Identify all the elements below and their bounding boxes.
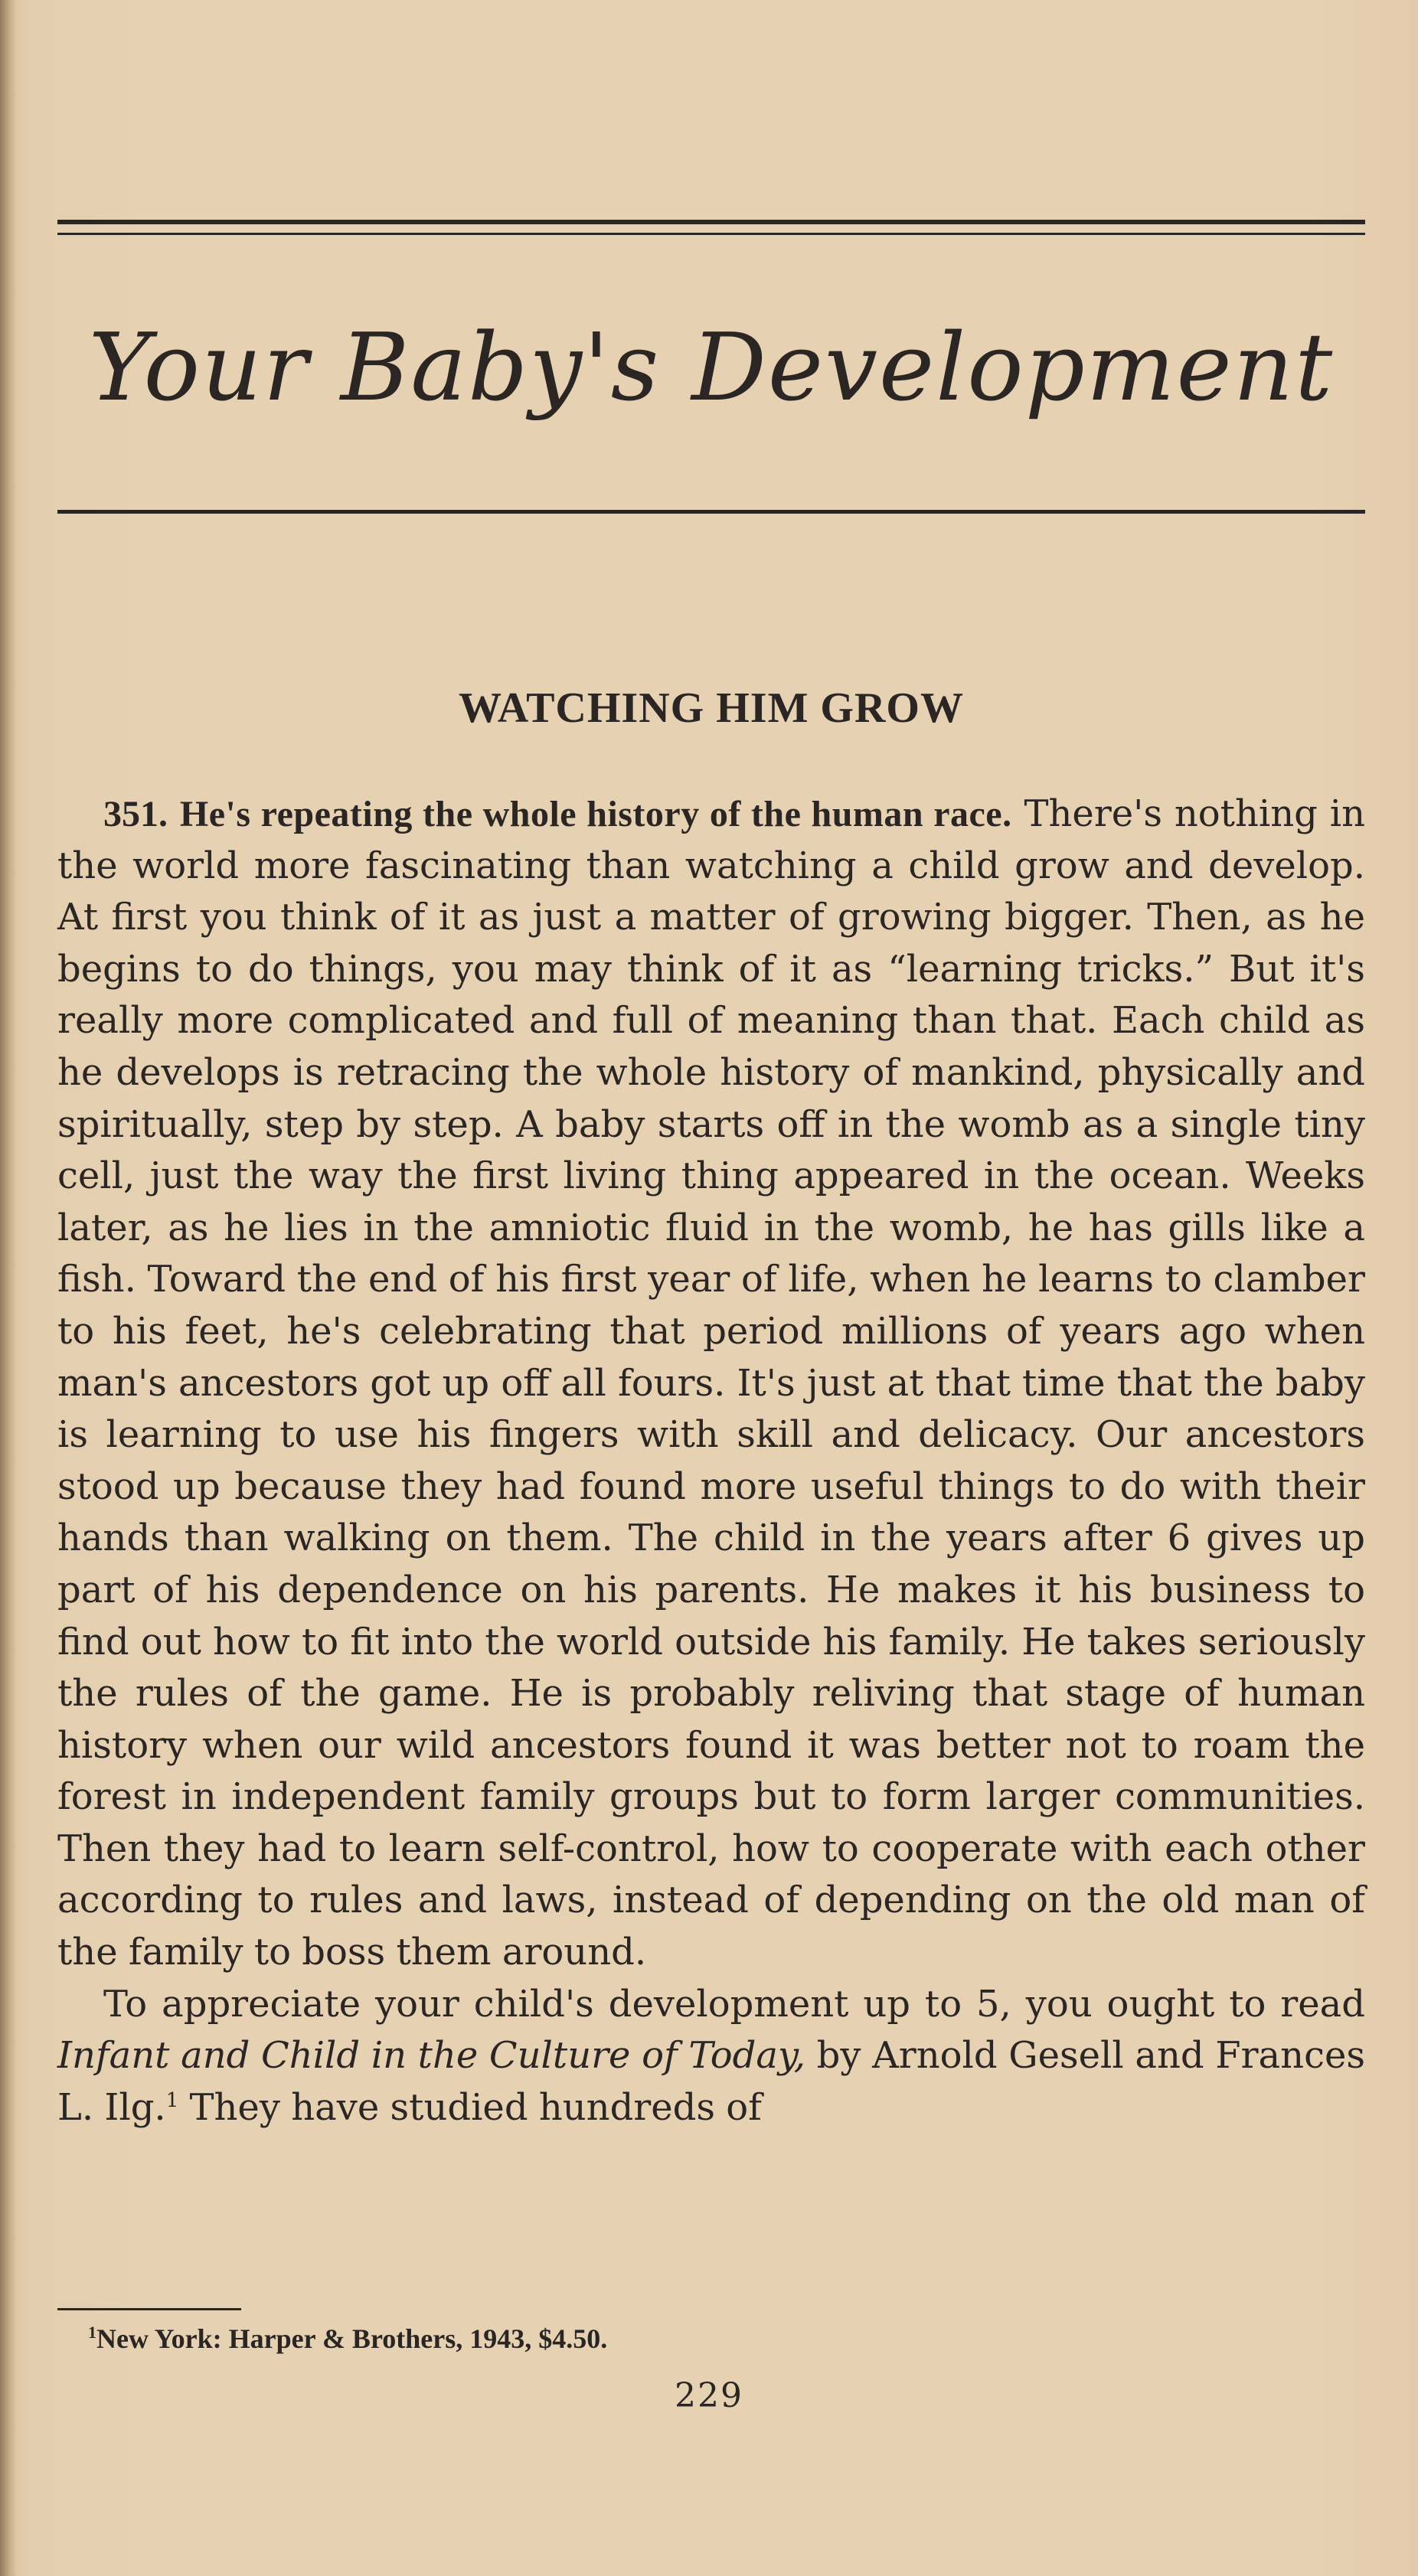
paragraph-2-text-before: To appreciate your child's development up to 5, you ought to read <box>103 1982 1365 2026</box>
footnote-separator-rule <box>57 2308 241 2310</box>
footnote-text: New York: Harper & Brothers, 1943, $4.50. <box>96 2323 608 2354</box>
paragraph-body: There's nothing in the world more fascinating than watching a child grow and develop. At first you think of it as just a matter of growing bigger. Then, as he begins to do things, you may think of it as “learning tricks.” But it's really more complicated and full of meaning than that. Each child as he develops is retracing the whole history of mankind, physically and spiritually, step by step. A baby starts off in the womb as a single tiny cell, just the way the first living thing appeared in the ocean. Weeks later, as he lies in the amniotic fluid in the womb, he has gills like a fish. Toward the end of his first year of life, when he learns to clamber to his feet, he's celebrating that period millions of years ago when man's ancestors got up off all fours. It's just at that time that the baby is learning to use his fingers with skill and delicacy. Our ancestors stood up because they had found more useful things to do with their hands than walking on them. The child in the years after 6 gives up part of his dependence on his parents. He makes it his business to find out how to fit into the world outside his family. He takes seriously the rules of the game. He is probably reliving that stage of human history when our wild ancestors found it was better not to roam the forest in independent family groups but to form larger communities. Then they had to learn self-control, how to cooperate with each other according to rules and laws, instead of depending on the old man of the family to boss them around. <box>57 792 1365 1974</box>
footnote-reference: 1 <box>165 2088 179 2112</box>
footnote-marker: 1 <box>88 2323 96 2342</box>
book-title-reference: Infant and Child in the Culture of Today, <box>57 2034 805 2078</box>
page-spine-edge <box>0 0 17 2576</box>
paragraph-2 <box>57 1979 1365 2134</box>
title-top-double-rule <box>57 220 1365 235</box>
paragraph-2-text-after: They have studied hundreds of <box>178 2085 762 2129</box>
paragraph-2-text-middle: by Arnold Gesell and Frances L. Ilg. <box>57 2034 1365 2129</box>
paragraph-number: 351. <box>103 794 168 834</box>
title-bottom-rule <box>57 510 1365 514</box>
body-text <box>57 788 1365 2134</box>
footnote <box>88 2316 1313 2362</box>
paragraph-351 <box>57 788 1365 1979</box>
chapter-title: Your Baby's Development <box>88 313 1335 422</box>
section-heading: WATCHING HIM GROW <box>459 684 964 732</box>
paragraph-lead-heading: He's repeating the whole history of the human race. <box>179 794 1012 834</box>
page-number: 229 <box>675 2376 743 2415</box>
